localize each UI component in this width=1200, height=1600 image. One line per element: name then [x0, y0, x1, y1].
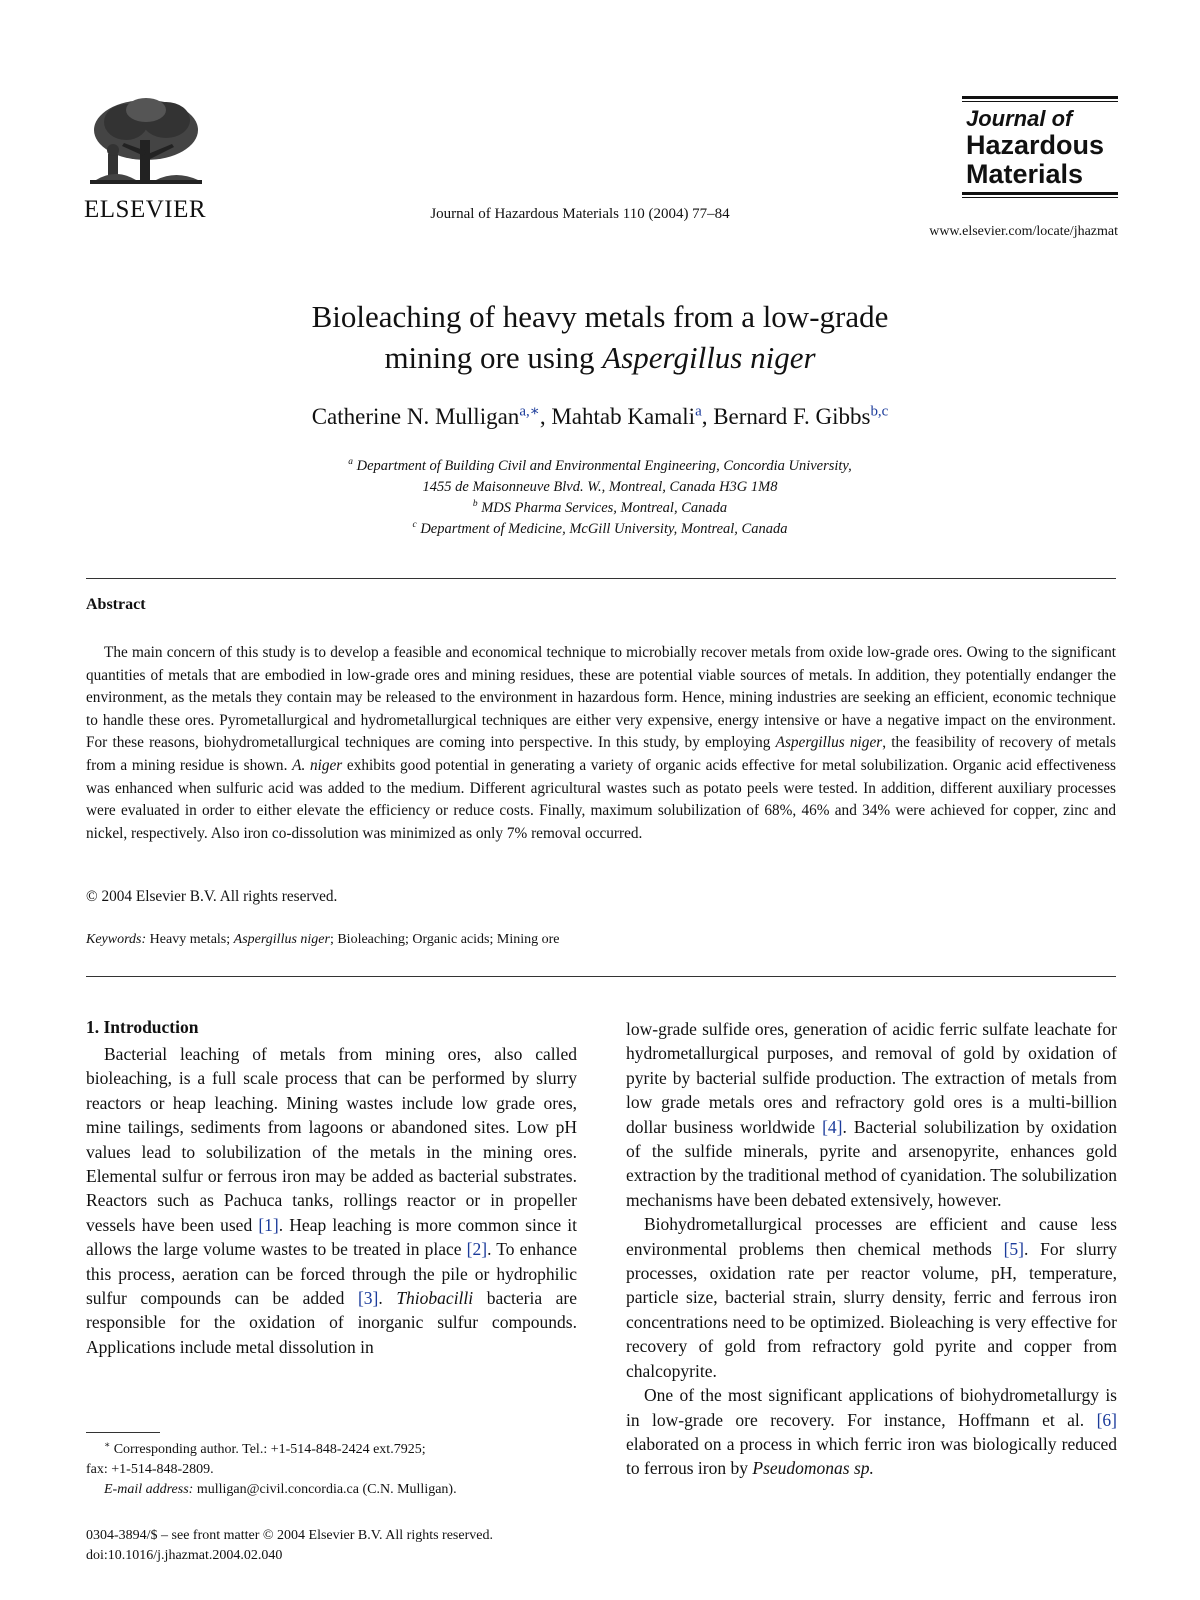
affiliation: 1455 de Maisonneuve Blvd. W., Montreal, Canada H3G 1M8 — [422, 479, 778, 495]
affiliations — [0, 456, 1200, 540]
author-list: Catherine N. Mulligan$^{a,∗}$, Mahtab Kamali$^a$, Bernard F. Gibbs$^{b,c}$ — [311, 403, 889, 429]
abstract-heading: Abstract — [86, 596, 146, 613]
section-heading: 1. Introduction — [86, 1017, 199, 1037]
publisher-name: ELSEVIER — [84, 196, 207, 223]
divider — [86, 578, 1116, 579]
elsevier-tree-logo — [86, 96, 206, 199]
left-column — [86, 1042, 577, 1359]
tree-logo-icon — [86, 96, 206, 194]
front-matter — [86, 1526, 493, 1566]
citation-link[interactable]: [4] — [822, 1116, 843, 1137]
author-name: Mahtab Kamali — [551, 404, 696, 429]
footnote-divider — [86, 1432, 160, 1433]
citation-link[interactable]: [5] — [1003, 1238, 1024, 1259]
citation-link[interactable]: [1] — [258, 1214, 279, 1235]
corresponding-author-footnote: ∗ Corresponding author. Tel.: +1-514-848-2424 ext.7925; fax: +1-514-848-2809. E-mail address: mulligan@civil.concordia.ca (C.N. Mulligan). — [86, 1439, 457, 1497]
email-link[interactable]: mulligan@civil.concordia.ca (C.N. Mulligan). — [193, 1482, 457, 1497]
author-name: Catherine N. Mulligan — [311, 404, 520, 429]
paragraph: One of the most significant applications of biohydrometallurgy is in low-grade ore recovery. For instance, Hoffmann et al. [6] elaborated on a process in which ferric iron was biologically reduced to ferrous iron by Pseudomonas sp. — [626, 1385, 1117, 1479]
journal-brand — [962, 96, 1118, 198]
abstract-text: The main concern of this study is to develop a feasible and economical technique to microbially recover metals from oxide low-grade ores. Owing to the significant quantities of metals that are embodied in low-grade ores and mining residues, these are potential viable sources of metals. In addition, they potentially endanger the environment, as the metals they contain may be released to the environment in hazardous form. Hence, mining industries are seeking an efficient, economic technique to handle these ores. Pyrometallurgical and hydrometallurgical techniques are either very expensive, energy intensive or have a negative impact on the environment. For these reasons, biohydrometallurgical techniques are coming into perspective. In this study, by employing Aspergillus niger, the feasibility of recovery of metals from a mining residue is shown. A. niger exhibits good potential in generating a variety of organic acids effective for metal solubilization. Organic acid effectiveness was enhanced when sulfuric acid was added to the medium. Different agricultural wastes such as potato peels were tested. In addition, different auxiliary processes were evaluated in order to either elevate the efficiency or reduce costs. Finally, maximum solubilization of 68%, 46% and 34% were achieved for copper, zinc and nickel, respectively. Also iron co-dissolution was minimized as only 7% removal occurred. — [86, 644, 1116, 842]
affiliation: $^c$ Department of Medicine, McGill University, Montreal, Canada — [412, 520, 788, 537]
issn-line: 0304-3894/$ – see front matter © 2004 Elsevier B.V. All rights reserved. — [86, 1528, 493, 1543]
paragraph: Bacterial leaching of metals from mining ores, also called bioleaching, is a full scale process that can be performed by slurry reactors or heap leaching. Mining wastes include low grade ores, mine tailings, sediments from lagoons or abandoned sites. Low pH values lead to solubilization of the metals in the mining ores. Elemental sulfur or ferrous iron may be added as bacterial substrates. Reactors such as Pachuca tanks, rollings reactor or in propeller vessels have been used [1]. Heap leaching is more common since it allows the large volume wastes to be treated in place [2]. To enhance this process, aeration can be forced through the pile or hydrophilic sulfur compounds can be added [3]. Thiobacilli bacteria are responsible for the oxidation of inorganic sulfur compounds. Applications include metal dissolution in — [86, 1044, 578, 1357]
affiliation: $^a$ Department of Building Civil and Environmental Engineering, Concordia University, — [348, 457, 852, 474]
citation-link[interactable]: [3] — [357, 1288, 379, 1309]
journal-brand-title: Journal of Hazardous Materials — [966, 106, 1105, 189]
doi-line: doi:10.1016/j.jhazmat.2004.02.040 — [86, 1548, 283, 1563]
abstract-copyright: © 2004 Elsevier B.V. All rights reserved. — [86, 888, 338, 905]
journal-website-link[interactable]: www.elsevier.com/locate/jhazmat — [929, 224, 1118, 239]
citation-link[interactable]: [2] — [466, 1239, 488, 1260]
author-name: Bernard F. Gibbs — [713, 404, 871, 429]
divider — [86, 976, 1116, 977]
affiliation: $^b$ MDS Pharma Services, Montreal, Canada — [472, 499, 728, 516]
citation-link[interactable]: [6] — [1096, 1409, 1117, 1430]
journal-reference: Journal of Hazardous Materials 110 (2004) 77–84 — [430, 206, 730, 222]
paragraph: Biohydrometallurgical processes are efficient and cause less environmental problems then chemical methods [5]. For slurry processes, oxidation rate per reactor volume, pH, temperature, particle size, bacterial strain, slurry density, ferric and ferrous iron concentrations need to be optimized. Bioleaching is very effective for recovery of gold from refractory gold pyrite and copper from chalcopyrite. — [626, 1214, 1118, 1381]
right-column — [626, 1017, 1117, 1481]
article-title: Bioleaching of heavy metals from a low-grade mining ore using Aspergillus niger — [311, 299, 889, 375]
paragraph: low-grade sulfide ores, generation of acidic ferric sulfate leachate for hydrometallurgical purposes, and removal of gold by oxidation of pyrite by bacterial sulfide production. The extraction of metals from low grade metals ores and refractory gold ores is a multi-billion dollar business worldwide [4]. Bacterial solubilization by oxidation of the sulfide minerals, pyrite and arsenopyrite, enhances gold extraction by the traditional method of cyanidation. The solubilization mechanisms have been debated extensively, however. — [626, 1019, 1118, 1210]
keywords: Keywords: Heavy metals; Aspergillus niger; Bioleaching; Organic acids; Mining ore — [86, 932, 560, 947]
